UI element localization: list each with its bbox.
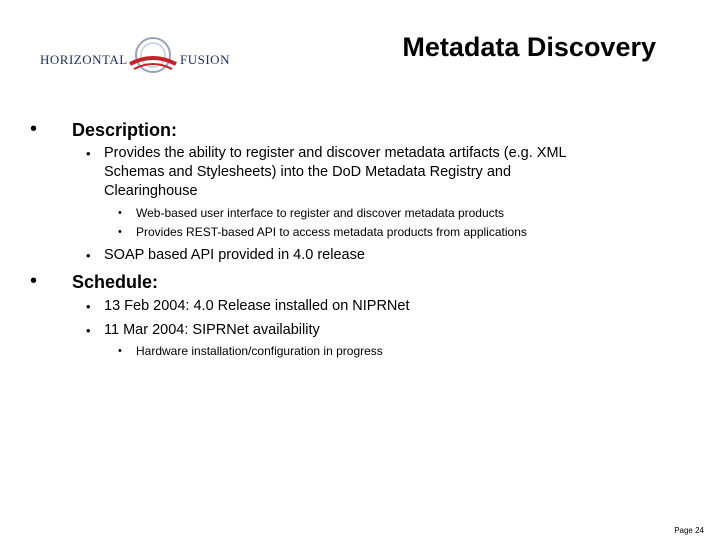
schedule-item: 11 Mar 2004: SIPRNet availability xyxy=(104,322,320,338)
logo-text-left: HORIZONTAL xyxy=(40,52,128,67)
logo-globe-icon xyxy=(128,34,178,76)
description-sub-item: Provides REST-based API to access metadata products from applications xyxy=(136,225,527,239)
description-sub-item: Web-based user interface to register and discover metadata products xyxy=(136,206,504,220)
description-heading: Description: xyxy=(72,120,178,140)
schedule-sub-item: Hardware installation/configuration in progress xyxy=(136,344,383,358)
slide-title: Metadata Discovery xyxy=(402,32,656,62)
description-item-line: Provides the ability to register and discover metadata artifacts (e.g. XML xyxy=(104,145,567,161)
bullet-icon: • xyxy=(118,345,122,357)
description-item-line: Schemas and Stylesheets) into the DoD Metadata Registry and xyxy=(104,164,512,180)
bullet-icon: • xyxy=(86,248,91,263)
description-item-line: Clearinghouse xyxy=(104,183,198,199)
bullet-icon: • xyxy=(118,207,122,219)
bullet-icon: • xyxy=(86,146,91,161)
bullet-icon: • xyxy=(118,226,122,238)
bullet-icon: • xyxy=(30,270,38,292)
bullet-icon: • xyxy=(86,323,91,338)
logo xyxy=(40,30,240,80)
page-number: Page 24 xyxy=(674,526,704,535)
schedule-item: 13 Feb 2004: 4.0 Release installed on NIPRNet xyxy=(104,298,410,314)
bullet-icon: • xyxy=(30,118,38,140)
bullet-icon: • xyxy=(86,299,91,314)
schedule-heading: Schedule: xyxy=(72,272,159,292)
description-item-2: SOAP based API provided in 4.0 release xyxy=(104,247,365,263)
logo-text-right: FUSION xyxy=(180,52,230,67)
